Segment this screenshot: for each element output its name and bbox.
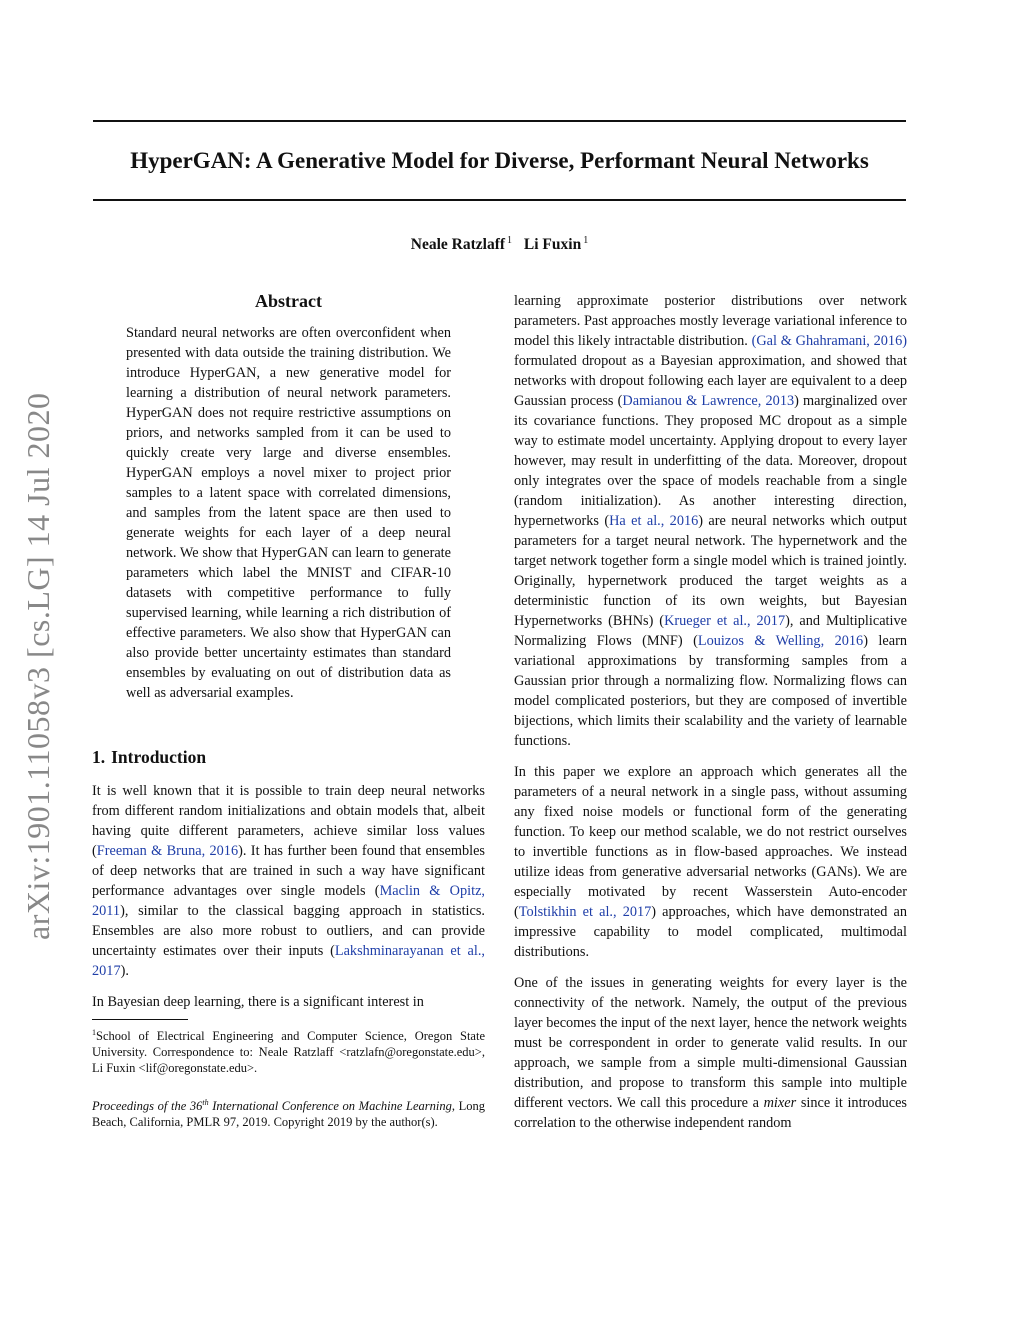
footnote [92, 1025, 485, 1076]
left-column [92, 290, 485, 1130]
citation-link[interactable]: Damianou & Lawrence, 2013 [622, 393, 795, 409]
text-run: formulated dropout as a Bayesian approximation, and showed that networks with dropout following each layer are equivalent to a deep Gaussian process ( [514, 353, 907, 409]
citation-link[interactable]: Tolstikhin et al., 2017 [518, 904, 652, 920]
citation-link[interactable]: Lakshminarayanan et al., 2017 [92, 943, 486, 979]
intro-paragraph-1 [92, 781, 485, 981]
section-number: 1. [92, 747, 106, 767]
author-2-name: Li Fuxin [523, 236, 582, 253]
proceedings-note [92, 1095, 485, 1130]
proceedings-rest: , Long Beach, California, PMLR 97, 2019. Copyright 2019 by the author(s). [92, 1099, 485, 1130]
citation-link[interactable]: Krueger et al., 2017 [664, 613, 786, 629]
text-run: ) marginalized over its covariance functions. They proposed MC dropout as a simple way to estimate model uncertainty. Applying dropout to every layer however, may result in underfitting of the data. Moreover, dropout only integrates over the space of models reachable from a single (random initialization). As another interesting direction, hypernetworks ( [514, 393, 908, 529]
citation-link[interactable]: Maclin & Opitz, 2011 [92, 883, 485, 919]
text-run: In this paper we explore an approach which generates all the parameters of a neural network in a single pass, without assuming any fixed noise models or functional form of the generating function. To keep our method scalable, we do not restrict ourselves to invertible functions as in flow-based approaches. We instead utilize ideas from generative adversarial networks (GANs). We are especially motivated by recent Wasserstein Auto-encoder ( [514, 764, 907, 920]
text-run: ), similar to the classical bagging approach in statistics. Ensembles are also more robust to outliers, and can provide uncertainty estimates over their inputs ( [92, 903, 485, 959]
proceedings-venue: International Conference on Machine Learning [208, 1099, 452, 1114]
text-run: ), and Multiplicative Normalizing Flows (MNF) ( [514, 613, 907, 649]
right-paragraph-3 [514, 973, 907, 1133]
section-title: Introduction [111, 747, 207, 767]
proceedings-pre: Proceedings of the 36 [92, 1099, 203, 1114]
abstract-text: Standard neural networks are often overconfident when presented with data outside the training distribution. We introduce HyperGAN, a new generative model for learning a distribution of neural network parameters. HyperGAN does not require restrictive assumptions on priors, and networks sampled from it can be used to quickly create very large and diverse ensembles. HyperGAN employs a novel mixer to project prior samples to a latent space with correlated dimensions, and samples from the latent space are then used to generate weights for each layer of a deep neural network. We show that HyperGAN can learn to generate parameters which label the MNIST and CIFAR-10 datasets with competitive performance to fully supervised learning, while learning a rich distribution of effective parameters. We also show that HyperGAN can also provide better uncertainty estimates than standard ensembles by evaluating on out of distribution data as well as adversarial examples. [126, 325, 451, 701]
author-1 [411, 236, 512, 253]
text-run: ) learn variational approximations by transforming samples from a Gaussian prior through a normalizing flow. Normalizing flows can model complicated posteriors, but they are composed of invertible bijections, which limits their scalability and the variety of learnable functions. [514, 633, 907, 749]
text-run: It is well known that it is possible to train deep neural networks from different random initializations and obtain models that, albeit having quite different parameters, achieve similar loss values ( [92, 783, 485, 859]
emphasis-mixer: mixer [763, 1095, 797, 1111]
author-2-affiliation: 1 [583, 234, 589, 246]
paper-title: HyperGAN: A Generative Model for Diverse, Performant Neural Networks [130, 148, 869, 173]
author-2 [524, 236, 588, 253]
footnote-divider [92, 1019, 188, 1020]
footnote-text: School of Electrical Engineering and Computer Science, Oregon State University. Correspondence to: Neale Ratzlaff <ratzlafn@oregonstate.edu>, Li Fuxin <lif@oregonstate.edu>. [92, 1029, 485, 1076]
author-list [93, 233, 906, 257]
text-run: ) approaches, which have demonstrated an impressive capability to model complicated, multimodal distributions. [514, 904, 907, 960]
text-run: ). It has further been found that ensembles of deep networks that are trained in such a way have significant performance advantages over single models ( [92, 843, 486, 899]
citation-link[interactable]: Ha et al., 2016 [609, 513, 699, 529]
citation-link[interactable]: (Gal & Ghahramani, 2016) [751, 333, 907, 349]
arxiv-identifier: arXiv:1901.11058v3 [cs.LG] 14 Jul 2020 [20, 392, 56, 940]
right-paragraph-2 [514, 762, 907, 962]
text-run: since it introduces correlation to the otherwise independent random [514, 1095, 907, 1131]
footnote-mark: 1 [92, 1028, 96, 1037]
right-paragraph-1 [514, 291, 907, 751]
abstract-heading: Abstract [255, 291, 322, 311]
title-top-rule [93, 120, 906, 122]
text-run: One of the issues in generating weights for every layer is the connectivity of the network. Namely, the output of the previous layer becomes the input of the next layer, hence the network weights must be correspondent in order to generate valid results. In our approach, we sample from a simple multi-dimensional Gaussian distribution, and propose to transform this sample into multiple different vectors. We call this procedure a [514, 975, 907, 1111]
proceedings-sup: th [202, 1098, 209, 1108]
right-column [514, 291, 907, 1144]
title-bottom-rule [93, 199, 906, 201]
text-run: ). [120, 963, 129, 979]
section-heading-introduction [92, 746, 485, 768]
citation-link[interactable]: Freeman & Bruna, 2016 [96, 843, 239, 859]
text-run: learning approximate posterior distributions over network parameters. Past approaches mostly leverage variational inference to model this likely intractable distribution. [514, 293, 907, 349]
author-1-name: Neale Ratzlaff [410, 236, 506, 253]
intro-paragraph-2: In Bayesian deep learning, there is a significant interest in [92, 994, 424, 1010]
text-run: ) are neural networks which output parameters for a target neural network. The hypernetwork and the target network together form a single model which is trained jointly. Originally, hypernetwork produced the target weights as a deterministic function of its own weights, but Bayesian Hypernetworks (BHNs) ( [514, 513, 907, 629]
citation-link[interactable]: Louizos & Welling, 2016 [697, 633, 864, 649]
author-1-affiliation: 1 [507, 234, 513, 246]
